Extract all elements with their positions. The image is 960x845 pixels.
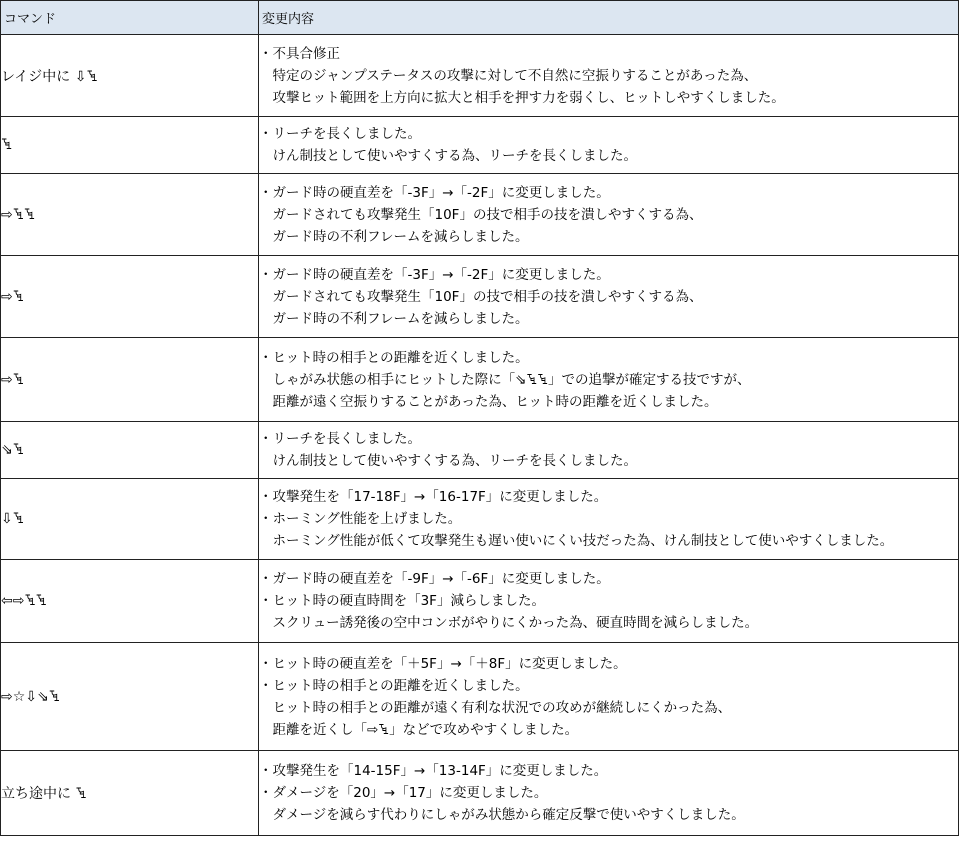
change-line: 攻撃ヒット範囲を上方向に拡大と相手を押す力を弱くし、ヒットしやすくしました。 (259, 89, 785, 106)
table-row (1, 35, 959, 117)
change-cell (259, 117, 959, 174)
command-cell (1, 338, 259, 422)
change-line: ・不具合修正 (259, 45, 340, 62)
command-notation: ⇘ꔃ (1, 442, 24, 458)
command-cell (1, 256, 259, 338)
change-line: ・ヒット時の硬直時間を「3F」減らしました。 (259, 593, 545, 609)
change-line: ・ガード時の硬直差を「-3F」→「-2F」に変更しました。 (259, 184, 610, 201)
command-cell (1, 35, 259, 117)
command-notation: ⇨ꔃ (1, 288, 24, 305)
table-body (1, 35, 959, 836)
change-line: ダメージを減らす代わりにしゃがみ状態から確定反撃で使いやすくしました。 (259, 807, 745, 823)
change-line: ・リーチを長くしました。 (259, 431, 421, 447)
command-cell (1, 560, 259, 643)
change-line: 距離が遠く空振りすることがあった為、ヒット時の距離を近くしました。 (259, 393, 718, 410)
command-notation: 立ち途中に ꔃ (1, 786, 87, 802)
change-line: ・ヒット時の相手との距離を近くしました。 (259, 349, 529, 366)
change-cell (259, 35, 959, 117)
command-notation: ⇦⇨ꔃꔃ (1, 593, 47, 609)
table-row (1, 479, 959, 560)
command-notation: ⇨ꔃꔃ (1, 206, 36, 223)
change-line: しゃがみ状態の相手にヒットした際に「⇘ꔃꔃ」での追撃が確定する技ですが、 (259, 371, 751, 388)
change-line: ホーミング性能が低くて攻撃発生も遅い使いにくい技だった為、けん制技として使いやすくしました。 (259, 533, 894, 549)
change-line: ・攻撃発生を「17-18F」→「16-17F」に変更しました。 (259, 489, 608, 505)
change-cell (259, 422, 959, 479)
table-row (1, 643, 959, 751)
change-line: ・ヒット時の硬直差を「＋5F」→「＋8F」に変更しました。 (259, 655, 627, 672)
table-row (1, 256, 959, 338)
change-cell (259, 751, 959, 836)
command-notation: ⇨ꔃ (1, 371, 24, 388)
command-notation: ꔃ (1, 137, 13, 153)
table-header-row (1, 1, 959, 35)
command-cell (1, 174, 259, 256)
change-line: ・ガード時の硬直差を「-3F」→「-2F」に変更しました。 (259, 266, 610, 283)
command-notation: ⇨☆⇩⇘ꔃ (1, 688, 60, 705)
table-row (1, 560, 959, 643)
change-line: スクリュー誘発後の空中コンボがやりにくかった為、硬直時間を減らしました。 (259, 615, 759, 631)
change-line: けん制技として使いやすくする為、リーチを長くしました。 (259, 453, 637, 469)
change-cell (259, 479, 959, 560)
change-line: ・ダメージを「20」→「17」に変更しました。 (259, 785, 548, 801)
command-cell (1, 422, 259, 479)
column-header-command: コマンド (1, 1, 259, 35)
change-cell (259, 174, 959, 256)
change-line: ・攻撃発生を「14-15F」→「13-14F」に変更しました。 (259, 763, 608, 779)
table-row (1, 174, 959, 256)
change-line: ・ガード時の硬直差を「-9F」→「-6F」に変更しました。 (259, 571, 610, 587)
change-line: ・リーチを長くしました。 (259, 126, 421, 142)
column-header-change: 変更内容 (259, 1, 959, 35)
change-line: ヒット時の相手との距離が遠く有利な状況での攻めが継続しにくかった為、 (259, 699, 732, 716)
table-row (1, 422, 959, 479)
table-row (1, 338, 959, 422)
change-line: ・ホーミング性能を上げました。 (259, 511, 462, 527)
change-line: ガードされても攻撃発生「10F」の技で相手の技を潰しやすくする為、 (259, 288, 703, 305)
change-cell (259, 256, 959, 338)
change-line: けん制技として使いやすくする為、リーチを長くしました。 (259, 148, 637, 164)
change-line: ガード時の不利フレームを減らしました。 (259, 228, 529, 245)
command-cell (1, 479, 259, 560)
command-cell (1, 751, 259, 836)
command-notation: レイジ中に ⇩ꔃ (1, 68, 98, 85)
change-line: ガード時の不利フレームを減らしました。 (259, 310, 529, 327)
table-row (1, 117, 959, 174)
table-row (1, 751, 959, 836)
change-cell (259, 338, 959, 422)
change-cell (259, 560, 959, 643)
change-cell (259, 643, 959, 751)
change-line: 距離を近くし「⇨ꔃ」などで攻めやすくしました。 (259, 721, 579, 738)
command-cell (1, 643, 259, 751)
command-notation: ⇩ꔃ (1, 511, 24, 527)
change-line: ガードされても攻撃発生「10F」の技で相手の技を潰しやすくする為、 (259, 206, 703, 223)
change-line: 特定のジャンプステータスの攻撃に対して不自然に空振りすることがあった為、 (259, 67, 758, 84)
command-cell (1, 117, 259, 174)
change-line: ・ヒット時の相手との距離を近くしました。 (259, 677, 529, 694)
